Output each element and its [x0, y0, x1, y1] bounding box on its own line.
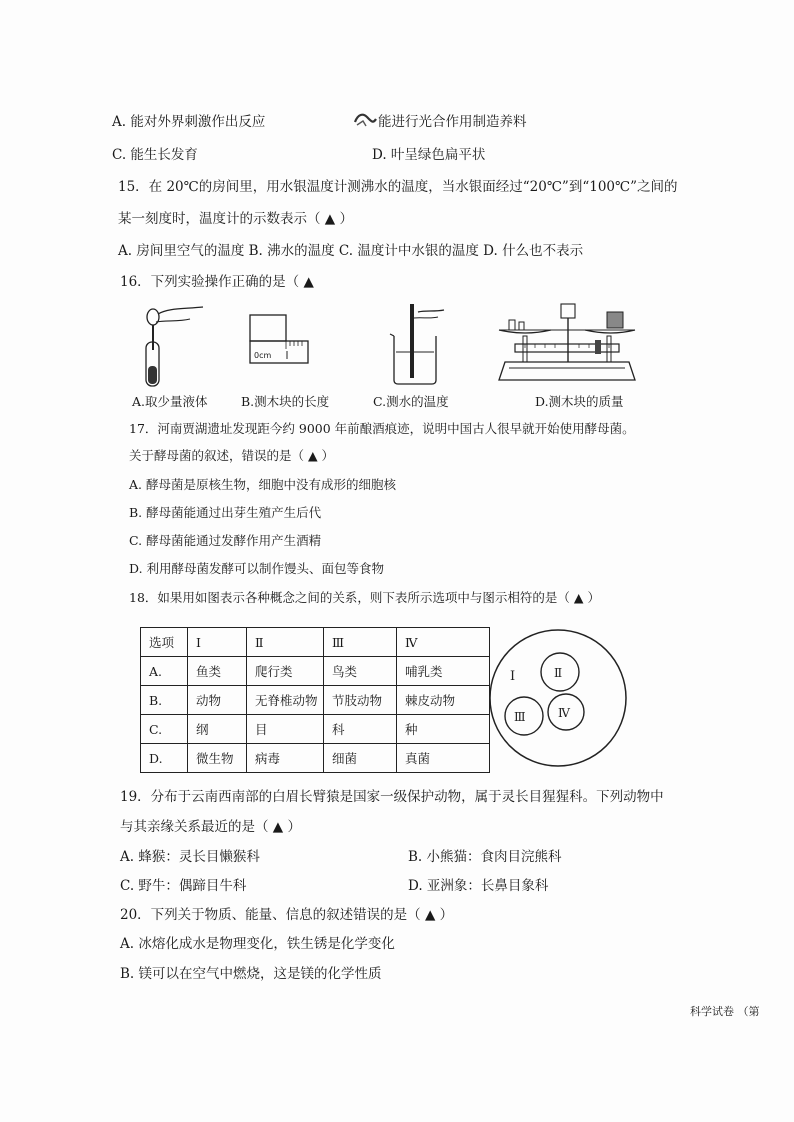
table-cell: D. [141, 744, 188, 773]
q16-caption-b: B.测木块的长度 [241, 394, 330, 409]
q14-option-c: C. 能生长发育 [112, 147, 198, 163]
table-cell: 鱼类 [188, 657, 247, 686]
q14-option-a: A. 能对外界刺激作出反应 [112, 114, 266, 130]
q19-stem-line2: 与其亲缘关系最近的是（ ▲ ） [120, 819, 301, 835]
q14-option-d: D. 叶呈绿色扁平状 [372, 147, 486, 163]
q19-option-b: B. 小熊猫：食肉目浣熊科 [408, 849, 562, 865]
table-cell: B. [141, 686, 188, 715]
table-cell: 病毒 [247, 744, 324, 773]
q16-caption-d: D.测木块的质量 [535, 394, 624, 409]
table-cell: Ⅱ [247, 628, 324, 657]
q20-option-b: B. 镁可以在空气中燃烧，这是镁的化学性质 [120, 966, 382, 982]
table-row [141, 657, 490, 686]
q14-option-b: 能进行光合作用制造养料 [378, 114, 527, 130]
label-iii: Ⅲ [514, 710, 526, 724]
q19-option-c: C. 野牛：偶蹄目牛科 [120, 878, 247, 894]
q17-stem-line2: 关于酵母菌的叙述，错误的是（ ▲ ） [129, 448, 335, 463]
table-cell: 目 [247, 715, 324, 744]
table-row [141, 715, 490, 744]
table-cell: 科 [324, 715, 397, 744]
table-cell: C. [141, 715, 188, 744]
balance-scale-figure [495, 300, 639, 384]
label-i: Ⅰ [510, 669, 516, 684]
table-cell: 无脊椎动物 [247, 686, 324, 715]
q16-stem: 16．下列实验操作正确的是（ ▲ [120, 274, 314, 290]
table-row [141, 744, 490, 773]
ruler-zero-label: 0cm [254, 351, 272, 360]
label-ii: Ⅱ [554, 666, 563, 680]
table-header-row [141, 628, 490, 657]
dropper-test-tube-figure [128, 300, 214, 388]
q17-option-d: D. 利用酵母菌发酵可以制作馒头、面包等食物 [129, 561, 385, 576]
table-cell: 节肢动物 [324, 686, 397, 715]
table-cell: A. [141, 657, 188, 686]
q15-stem-line1: 15．在 20℃的房间里，用水银温度计测沸水的温度，当水银面经过“20℃”到“100℃”之间的 [118, 179, 678, 195]
q17-stem-line1: 17．河南贾湖遗址发现距今约 9000 年前酿酒痕迹，说明中国古人很早就开始使用酵母菌。 [129, 421, 635, 436]
outer-circle [490, 630, 626, 766]
concept-venn-diagram [488, 628, 628, 768]
table-cell: 动物 [188, 686, 247, 715]
table-cell: 爬行类 [247, 657, 324, 686]
table-cell: Ⅲ [324, 628, 397, 657]
q16-caption-c: C.测水的温度 [373, 394, 449, 409]
thermometer-beaker-figure [388, 300, 448, 386]
q18-options-table [140, 627, 490, 773]
table-cell: 真菌 [397, 744, 490, 773]
table-cell: 选项 [141, 628, 188, 657]
q19-option-d: D. 亚洲象：长鼻目象科 [408, 878, 549, 894]
table-cell: 哺乳类 [397, 657, 490, 686]
q17-option-a: A. 酵母菌是原核生物，细胞中没有成形的细胞核 [129, 477, 396, 492]
q16-caption-a: A.取少量液体 [132, 394, 208, 409]
q19-option-a: A. 蜂猴：灵长目懒猴科 [120, 849, 260, 865]
table-row [141, 686, 490, 715]
table-cell: 鸟类 [324, 657, 397, 686]
table-cell: 种 [397, 715, 490, 744]
q20-option-a: A. 冰熔化成水是物理变化，铁生锈是化学变化 [120, 936, 395, 952]
table-cell: 微生物 [188, 744, 247, 773]
q17-option-b: B. 酵母菌能通过出芽生殖产生后代 [129, 505, 322, 520]
table-cell: 细菌 [324, 744, 397, 773]
ruler-block-figure [248, 313, 310, 365]
table-cell: 棘皮动物 [397, 686, 490, 715]
table-cell: Ⅳ [397, 628, 490, 657]
table-cell: Ⅰ [188, 628, 247, 657]
q20-stem: 20．下列关于物质、能量、信息的叙述错误的是（ ▲ ） [120, 907, 454, 923]
label-iv: Ⅳ [558, 706, 570, 720]
q17-option-c: C. 酵母菌能通过发酵作用产生酒精 [129, 533, 322, 548]
q19-stem-line1: 19．分布于云南西南部的白眉长臂猿是国家一级保护动物，属于灵长目猩猩科。下列动物中 [120, 789, 664, 805]
q15-stem-line2: 某一刻度时，温度计的示数表示（ ▲ ） [118, 211, 353, 227]
q15-options: A. 房间里空气的温度 B. 沸水的温度 C. 温度计中水银的温度 D. 什么也不表示 [118, 243, 584, 259]
q18-stem: 18．如果用如图表示各种概念之间的关系，则下表所示选项中与图示相符的是（ ▲ ） [129, 590, 600, 605]
table-cell: 纲 [188, 715, 247, 744]
ink-smudge [353, 110, 377, 128]
page-footer: 科学试卷 （第 [690, 1005, 760, 1018]
